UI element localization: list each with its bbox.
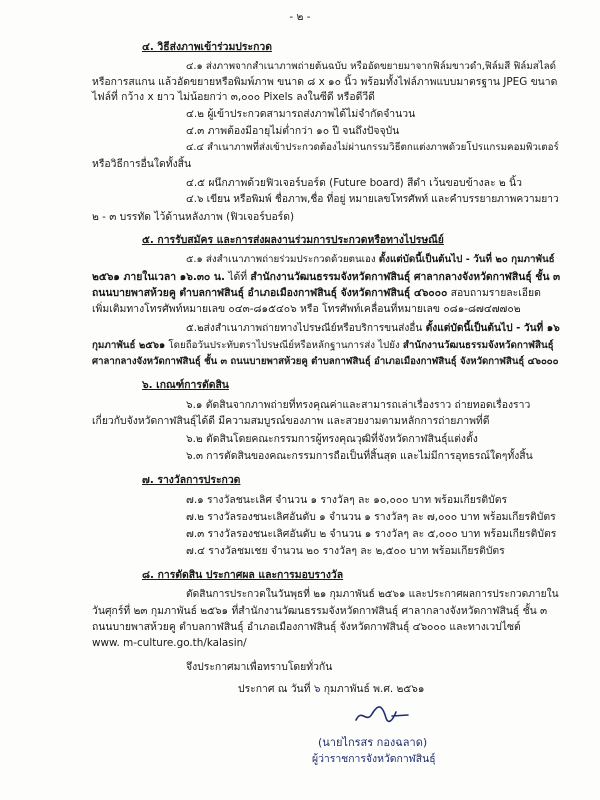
text-segment: www. m-culture.go.th/kalasin/ <box>92 637 247 649</box>
list-item <box>186 141 559 155</box>
text-segment: หรือการสแกน แล้วอัดขยายหรือพิมพ์ภาพ ขนาด ๘ x ๑๐ นิ้ว พร้อมทั้งไฟล์ภาพแบบมาตรฐาน JPEG ขนาด <box>92 76 558 88</box>
text-segment: ๘. การตัดสิน ประกาศผล และการมอบรางวัล <box>142 569 344 581</box>
text-segment: ๒๕๖๑ ภายในเวลา ๑๖.๓๐ น. <box>92 271 225 283</box>
text-segment: ๗.๒ รางวัลรองชนะเลิศอันดับ ๑ จำนวน ๑ รางวัลๆ ละ ๗,๐๐๐ บาท พร้อมเกียรติบัตร <box>186 511 556 523</box>
list-item <box>186 449 533 463</box>
paragraph-line <box>92 90 375 104</box>
section-5-heading <box>142 233 444 247</box>
text-segment: วันศุกร์ที่ ๒๓ กุมภาพันธ์ ๒๕๖๑ ที่สำนักงานวัฒนธรรมจังหวัดกาฬสินธุ์ ศาลากลางจังหวัดกาฬสินธุ์ ชั้น ๓ <box>92 605 548 617</box>
paragraph-line <box>92 75 557 89</box>
prize-item <box>186 544 505 558</box>
text-segment: หรือวิธีการอื่นใดทั้งสิ้น <box>92 158 192 170</box>
text-segment: ประกาศ ณ วันที่ <box>238 683 314 695</box>
paragraph-line <box>92 414 490 428</box>
text-segment: ๖.๑ ตัดสินจากภาพถ่ายที่ทรงคุณค่าและสามารถเล่าเรื่องราว ถ่ายทอดเรื่องราว <box>186 399 531 411</box>
paragraph-line <box>186 322 560 336</box>
text-segment: ถนนบายพาสห้วยคู ตำบลกาฬสินธุ์ อำเภอเมืองกาฬสินธุ์ จังหวัดกาฬสินธุ์ ๔๖๐๐๐ <box>92 287 448 299</box>
paragraph-line <box>186 588 559 602</box>
text-segment: โดยถือวันประทับตราไปรษณีย์หรือหลักฐานการส่ง ไปยัง <box>165 340 403 351</box>
text-segment: สอบถามรายละเอียด <box>447 287 541 299</box>
text-segment: เพิ่มเติมทางโทรศัพท์หมายเลข ๐๔๓-๘๑๕๔๐๖ หรือ โทรศัพท์เคลื่อนที่หมายเลข ๐๘๑-๘๗๔๗๗๐๒ <box>92 303 521 315</box>
paragraph-line <box>92 270 560 284</box>
text-segment: จึงประกาศมาเพื่อทราบโดยทั่วกัน <box>186 661 333 673</box>
text-segment: เกี่ยวกับจังหวัดกาฬสินธุ์ได้ดี มีความสมบูรณ์ของภาพ และสวยงามตามหลักการถ่ายภาพที่ดี <box>92 415 490 427</box>
text-segment: ตัดสินการประกวดในวันพุธที่ ๒๑ กุมภาพันธ์ ๒๕๖๑ และประกาศผลการประกวดภายใน <box>186 589 559 600</box>
signature-icon <box>352 700 412 728</box>
text-segment: กุมภาพันธ์ ๒๕๖๑ <box>92 340 166 351</box>
paragraph-line <box>186 60 556 74</box>
text-segment: ถนนบายพาสห้วยคู ตำบลกาฬสินธุ์ อำเภอเมืองกาฬสินธุ์ จังหวัดกาฬสินธุ์ ๔๖๐๐๐ และทางเวปไซต์ <box>92 621 521 633</box>
text-segment: ได้ที่ <box>224 271 251 283</box>
paragraph-line <box>92 210 294 224</box>
text-segment: ตั้งแต่บัดนี้เป็นต้นไป - วันที่ ๑๖ <box>425 323 560 334</box>
text-segment: ๔.๒ ผู้เข้าประกวดสามารถส่งภาพได้ไม่จำกัดจำนวน <box>186 108 416 120</box>
text-segment: ๗.๓ รางวัลรองชนะเลิศอันดับ ๒ จำนวน ๑ รางวัลๆ ละ ๕,๐๐๐ บาท พร้อมเกียรติบัตร <box>186 528 557 540</box>
closing-statement <box>186 660 332 674</box>
text-segment: ๗.๔ รางวัลชมเชย จำนวน ๒๐ รางวัลๆ ละ ๒,๕๐๐ บาท พร้อมเกียรติบัตร <box>186 545 505 557</box>
text-segment: ๔.๕ ผนึกภาพด้วยฟิวเจอร์บอร์ด (Future board) สีดำ เว้นขอบข้างละ ๒ นิ้ว <box>186 177 522 189</box>
text-segment: ๔. วิธีส่งภาพเข้าร่วมประกวด <box>142 41 272 53</box>
page-number: - ๒ - <box>289 11 311 23</box>
prize-item <box>186 493 507 507</box>
text-segment: ศาลากลางจังหวัดกาฬสินธุ์ ชั้น ๓ ถนนบายพาสห้วยคู ตำบลกาฬสินธุ์ อำเภอเมืองกาฬสินธุ์ จังหวัดกาฬสินธุ์ ๔๖๐๐๐ <box>92 356 559 367</box>
text-segment: ๕.๑ ส่งสำเนาภาพถ่ายร่วมประกวดด้วยตนเอง <box>186 254 379 265</box>
text-segment: ๗. รางวัลการประกวด <box>142 474 241 486</box>
text-segment: ๕. การรับสมัคร และการส่งผลงานร่วมการประกวดหรือทางไปรษณีย์ <box>142 234 444 246</box>
text-segment: ๔.๓ ภาพต้องมีอายุไม่ต่ำกว่า ๑๐ ปี จนถึงปัจจุบัน <box>186 125 400 137</box>
section-6-heading <box>142 378 229 392</box>
text-segment: (นายไกรสร กองฉลาด) <box>318 736 428 749</box>
list-item <box>186 124 399 138</box>
section-8-heading <box>142 568 343 582</box>
paragraph-line <box>92 286 541 300</box>
paragraph-line <box>92 604 547 618</box>
text-segment: ไฟล์ที่ กว้าง x ยาว ไม่น้อยกว่า ๓,๐๐๐ Pixels ลงในซีดี หรือดีวีดี <box>92 91 375 103</box>
text-segment: ๖ <box>313 683 321 695</box>
list-item <box>186 432 478 446</box>
paragraph-line <box>92 302 521 316</box>
paragraph-line <box>92 157 191 171</box>
paragraph-line <box>92 355 559 369</box>
text-segment: ๔.๑ ส่งภาพจากสำเนาภาพถ่ายต้นฉบับ หรืออัดขยายมาจากฟิล์มขาวดำ,ฟิล์มสี ฟิล์มสไลด์ <box>186 61 557 72</box>
list-item <box>186 193 559 207</box>
text-segment: ๕.๒ส่งสำเนาภาพถ่ายทางไปรษณีย์หรือบริการขนส่งอื่น <box>186 323 426 334</box>
signatory-name <box>318 736 427 750</box>
paragraph-line <box>186 398 530 412</box>
section-7-heading <box>142 473 240 487</box>
list-item <box>186 107 415 121</box>
text-segment: ๗.๑ รางวัลชนะเลิศ จำนวน ๑ รางวัลๆ ละ ๑๐,๐๐๐ บาท พร้อมเกียรติบัตร <box>186 494 508 506</box>
paragraph-line <box>92 620 521 634</box>
text-segment: ๔.๔ สำเนาภาพที่ส่งเข้าประกวดต้องไม่ผ่านกรรมวิธีตกแต่งภาพด้วยโปรแกรมคอมพิวเตอร์ <box>186 142 559 153</box>
announcement-date <box>238 682 424 696</box>
text-segment: ๖. เกณฑ์การตัดสิน <box>142 379 229 391</box>
text-segment: ตั้งแต่บัดนี้เป็นต้นไป - วันที่ ๒๐ กุมภาพันธ์ <box>378 254 555 265</box>
section-4-heading <box>142 40 272 54</box>
prize-item <box>186 527 556 541</box>
prize-item <box>186 510 556 524</box>
text-segment: สำนักงานวัฒนธรรมจังหวัดกาฬสินธุ์ <box>402 340 554 351</box>
text-segment: ๖.๓ การตัดสินของคณะกรรมการถือเป็นที่สิ้นสุด และไม่มีการอุทธรณ์ใดๆทั้งสิ้น <box>186 450 533 462</box>
paragraph-line <box>186 253 555 267</box>
text-segment: ๒ - ๓ บรรทัด ไว้ด้านหลังภาพ (ฟิวเจอร์บอร์ด) <box>92 211 295 223</box>
website-link <box>92 636 247 650</box>
text-segment: ๔.๖ เขียน หรือพิมพ์ ชื่อภาพ,ชื่อ ที่อยู่ หมายเลขโทรศัพท์ และคำบรรยายภาพความยาว <box>186 194 559 205</box>
signatory-title <box>312 752 436 766</box>
paragraph-line <box>92 339 554 353</box>
text-segment: สำนักงานวัฒนธรรมจังหวัดกาฬสินธุ์ ศาลากลางจังหวัดกาฬสินธุ์ ชั้น ๓ <box>250 271 561 283</box>
text-segment: ผู้ว่าราชการจังหวัดกาฬสินธุ์ <box>312 753 436 765</box>
list-item <box>186 176 522 190</box>
text-segment: กุมภาพันธ์ พ.ศ. ๒๕๖๑ <box>320 683 425 695</box>
text-segment: ๖.๒ ตัดสินโดยคณะกรรมการผู้ทรงคุณวุฒิที่จังหวัดกาฬสินธุ์แต่งตั้ง <box>186 433 478 445</box>
